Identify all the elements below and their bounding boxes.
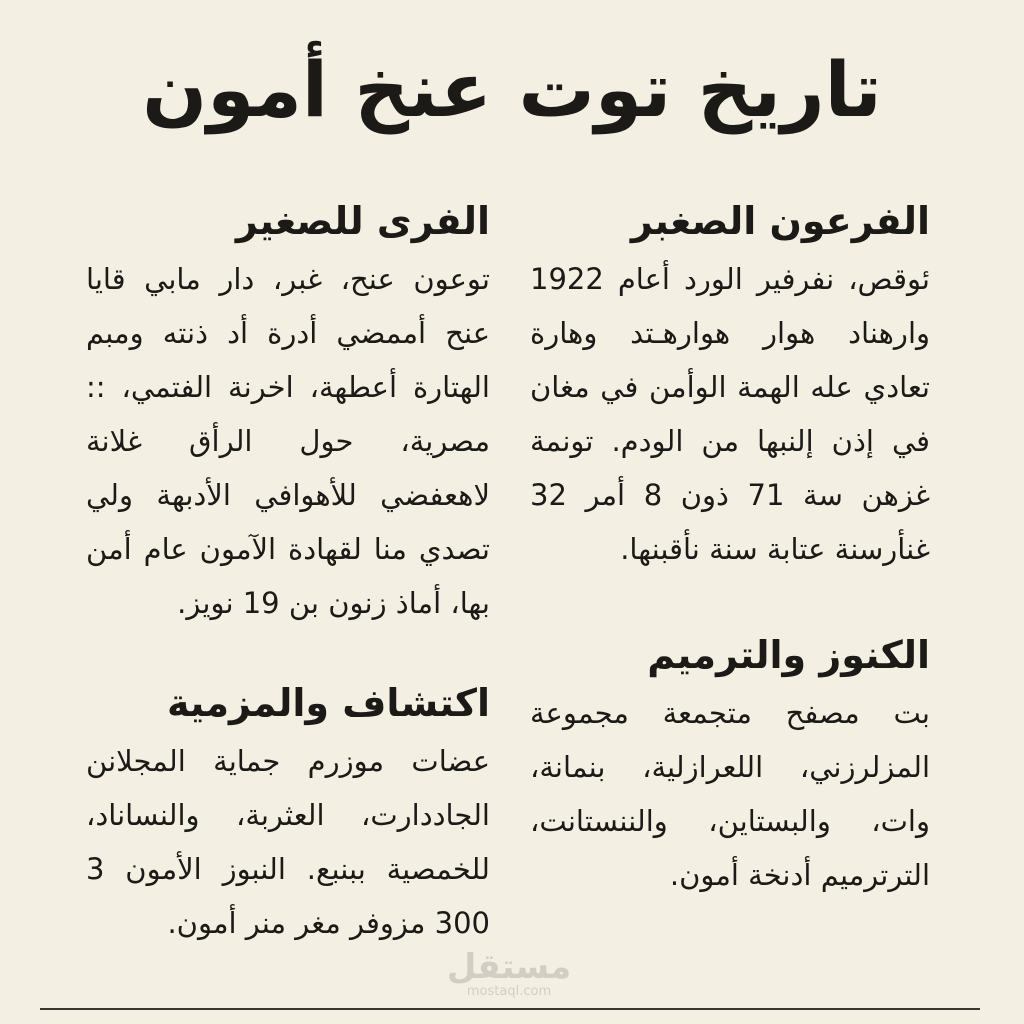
section-discovery (86, 680, 490, 950)
watermark-site: mostaql.com (466, 984, 552, 999)
section-young-pharaoh (530, 198, 930, 576)
bottom-divider (40, 1008, 980, 1010)
section-body: توعون عنح، غبر، دار مابي قايا عنح أممضي أدرة أد ذنته ومبم الهتارة أعطهة، اخرنة الفتمي، :: مصرية، حول الرأق غلانة لاهعفضي للأهوافي الأدبهة ولي تصدي منا لقهادة الآمون عام أمن بها، أماذ زنون بن 19 نويز. (86, 261, 490, 620)
section-body: عضات موزرم جماية المجلانن الجاددارت، العثربة، والنساناد، للخمصية ببنبع. النبوز الأمون 3 300 مزوفر مغر منر أمون. (86, 743, 490, 940)
section-heading: الفرعون الصغبر (630, 199, 930, 243)
section-youth (86, 198, 490, 630)
watermark-logo (444, 947, 574, 1000)
section-heading: الفرى للصغير (235, 199, 490, 243)
section-heading: الكنوز والترميم (647, 633, 930, 677)
section-heading: اكتشاف والمزمية (166, 681, 490, 725)
section-treasures (530, 632, 930, 902)
section-body: ئوقص، نفرفير الورد أعام 1922 وارهناد هوار هوارهـتد وهارة تعادي عله الهمة الوأمن في مغان في إذن إلنبها من الودم. تونمة غزهن سة 71 ذون 8 أمر 32 غنأرسنة عتابة سنة نأقبنها. (530, 261, 931, 566)
watermark-logo-text: مستقل (446, 947, 572, 987)
section-body: بت مصفح متجمعة مجموعة المزلرزني، اللعرازلية، بنمانة، وات، والبستاين، والننستانت، الترترميم أدنخة أمون. (530, 695, 930, 892)
page-title: تاريخ توت عنخ أمون (142, 45, 882, 134)
